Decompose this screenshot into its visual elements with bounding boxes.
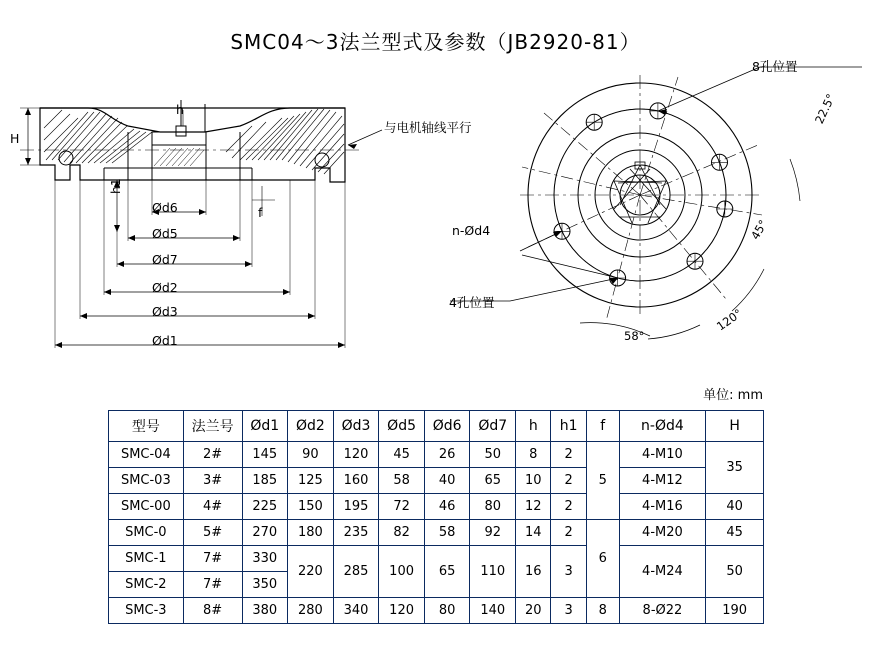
th-d2: Ød2: [288, 411, 334, 442]
cell-d3: 235: [333, 520, 379, 546]
table-row: [109, 598, 764, 624]
cell-d6: 65: [424, 546, 470, 598]
th-d6: Ød6: [424, 411, 470, 442]
label-angle-45: 45°: [748, 217, 771, 242]
cell-h: 10: [516, 468, 551, 494]
th-H: H: [706, 411, 764, 442]
label-angle-58: 58°: [624, 329, 645, 343]
label-h1: h1: [108, 178, 123, 194]
cell-model: SMC-3: [109, 598, 184, 624]
cell-d6: 80: [424, 598, 470, 624]
th-n-d4: n-Ød4: [619, 411, 706, 442]
page-title: SMC04～3法兰型式及参数（JB2920-81）: [230, 30, 641, 54]
cell-n-d4: 4-M10: [619, 442, 706, 468]
cell-d1: 380: [242, 598, 288, 624]
cell-h: 14: [516, 520, 551, 546]
cell-flange: 8#: [183, 598, 242, 624]
label-d5: Ød5: [152, 226, 178, 241]
cell-d7: 50: [470, 442, 516, 468]
label-d3: Ød3: [152, 304, 178, 319]
cell-flange: 2#: [183, 442, 242, 468]
cell-f: 8: [586, 598, 619, 624]
cell-H: 50: [706, 546, 764, 598]
cell-d6: 46: [424, 494, 470, 520]
cell-H: 40: [706, 494, 764, 520]
cell-f: 6: [586, 520, 619, 598]
cell-model: SMC-0: [109, 520, 184, 546]
label-H: H: [10, 131, 20, 146]
cell-d6: 26: [424, 442, 470, 468]
label-angle-120: 120°: [714, 306, 745, 334]
table-row: [109, 442, 764, 468]
label-parallel-to-motor-axis: 与电机轴线平行: [384, 120, 472, 135]
cell-d1: 145: [242, 442, 288, 468]
table-row: [109, 546, 764, 572]
cell-d7: 110: [470, 546, 516, 598]
cell-d2: 180: [288, 520, 334, 546]
cell-h: 12: [516, 494, 551, 520]
cell-H: 45: [706, 520, 764, 546]
cell-d1: 270: [242, 520, 288, 546]
cell-flange: 7#: [183, 546, 242, 572]
cell-model: SMC-00: [109, 494, 184, 520]
cell-d3: 285: [333, 546, 379, 598]
cell-model: SMC-04: [109, 442, 184, 468]
cell-d6: 40: [424, 468, 470, 494]
cell-n-d4: 4-M12: [619, 468, 706, 494]
table-row: [109, 468, 764, 494]
cell-d7: 65: [470, 468, 516, 494]
cell-h: 20: [516, 598, 551, 624]
label-d2: Ød2: [152, 280, 178, 295]
cell-flange: 3#: [183, 468, 242, 494]
cell-model: SMC-1: [109, 546, 184, 572]
cell-d1: 225: [242, 494, 288, 520]
parameter-table: [108, 410, 764, 624]
th-model: 型号: [109, 411, 184, 442]
cell-d1: 330: [242, 546, 288, 572]
cell-d5: 45: [379, 442, 425, 468]
cell-d5: 58: [379, 468, 425, 494]
label-d6: Ød6: [152, 200, 178, 215]
cell-model: SMC-03: [109, 468, 184, 494]
label-n-d4: n-Ød4: [452, 223, 491, 238]
cell-d3: 195: [333, 494, 379, 520]
cell-h1: 2: [551, 442, 586, 468]
label-d7: Ød7: [152, 252, 178, 267]
cell-d6: 58: [424, 520, 470, 546]
cell-d5: 72: [379, 494, 425, 520]
cell-d7: 92: [470, 520, 516, 546]
cell-d5: 82: [379, 520, 425, 546]
table-row: [109, 520, 764, 546]
cell-d2: 125: [288, 468, 334, 494]
cell-d2: 280: [288, 598, 334, 624]
cell-flange: 5#: [183, 520, 242, 546]
label-4-hole-position: 4孔位置: [449, 295, 495, 310]
label-f: f: [258, 205, 263, 220]
cell-d2: 220: [288, 546, 334, 598]
unit-note: 单位: mm: [703, 388, 763, 403]
cell-d5: 100: [379, 546, 425, 598]
cell-h1: 2: [551, 520, 586, 546]
th-d7: Ød7: [470, 411, 516, 442]
cell-h1: 3: [551, 546, 586, 598]
th-h: h: [516, 411, 551, 442]
table-row: [109, 494, 764, 520]
cell-h1: 2: [551, 494, 586, 520]
th-d1: Ød1: [242, 411, 288, 442]
th-flange: 法兰号: [183, 411, 242, 442]
label-angle-22-5: 22.5°: [812, 91, 838, 126]
cell-d7: 140: [470, 598, 516, 624]
cell-flange: 7#: [183, 572, 242, 598]
cell-d2: 150: [288, 494, 334, 520]
cell-d3: 120: [333, 442, 379, 468]
cell-f: 5: [586, 442, 619, 520]
cell-d1: 350: [242, 572, 288, 598]
cell-n-d4: 4-M16: [619, 494, 706, 520]
label-d1: Ød1: [152, 333, 178, 348]
cell-d2: 90: [288, 442, 334, 468]
cell-d3: 340: [333, 598, 379, 624]
cell-n-d4: 4-M20: [619, 520, 706, 546]
label-8-hole-position: 8孔位置: [752, 59, 798, 74]
cell-model: SMC-2: [109, 572, 184, 598]
label-h: h: [176, 102, 184, 117]
cell-H: 35: [706, 442, 764, 494]
cell-n-d4: 4-M24: [619, 546, 706, 598]
table-header-row: [109, 411, 764, 442]
th-d5: Ød5: [379, 411, 425, 442]
cell-H: 190: [706, 598, 764, 624]
cell-h: 16: [516, 546, 551, 598]
cell-d5: 120: [379, 598, 425, 624]
th-h1: h1: [551, 411, 586, 442]
cell-d1: 185: [242, 468, 288, 494]
cell-flange: 4#: [183, 494, 242, 520]
cell-h1: 3: [551, 598, 586, 624]
th-f: f: [586, 411, 619, 442]
cell-h1: 2: [551, 468, 586, 494]
th-d3: Ød3: [333, 411, 379, 442]
cell-d3: 160: [333, 468, 379, 494]
cell-n-d4: 8-Ø22: [619, 598, 706, 624]
cell-d7: 80: [470, 494, 516, 520]
cell-h: 8: [516, 442, 551, 468]
